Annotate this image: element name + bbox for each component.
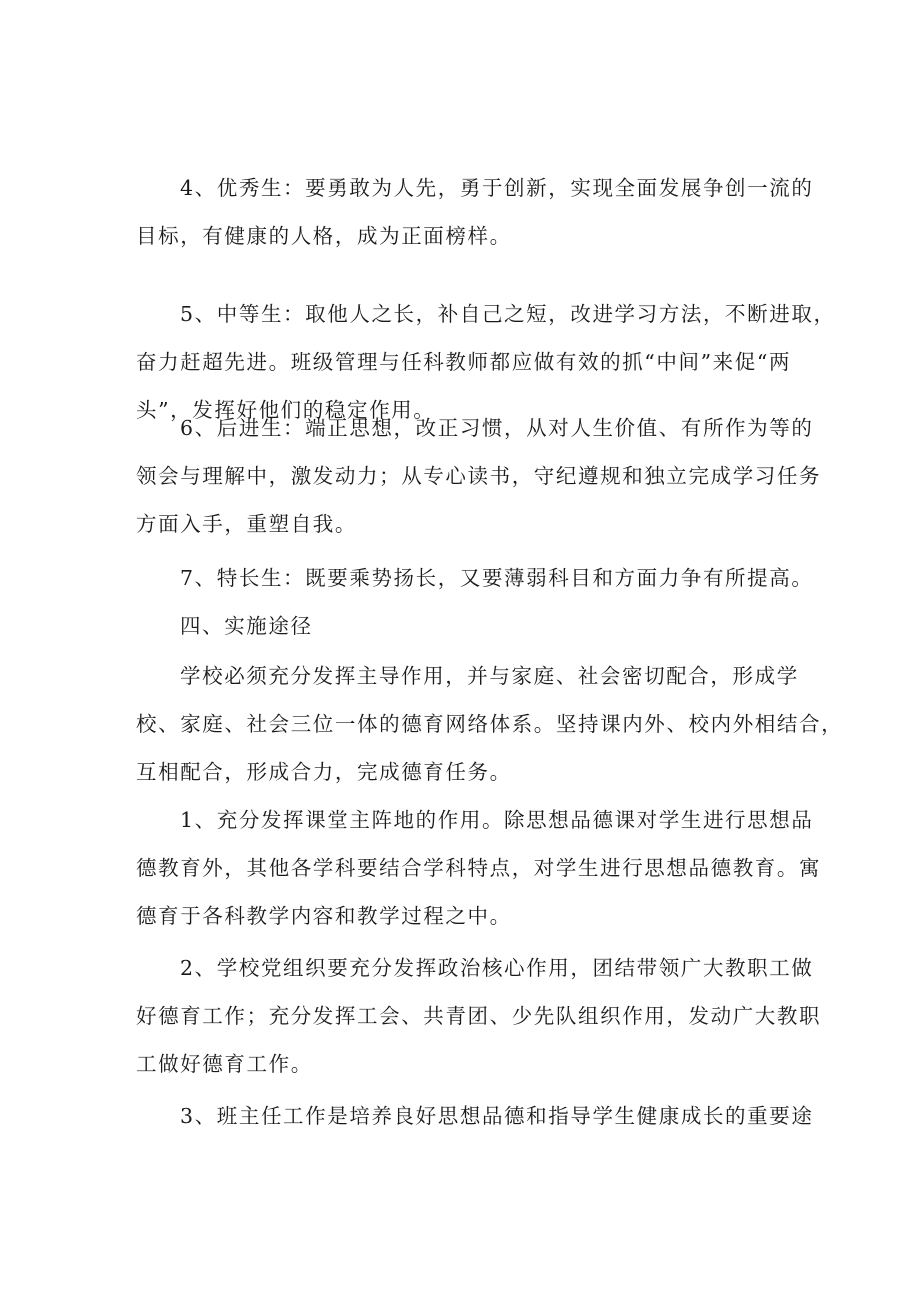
- paragraph-line: 1、充分发挥课堂主阵地的作用。除思想品德课对学生进行思想品: [180, 808, 814, 832]
- paragraph-line: 头”，发挥好他们的稳定作用。: [136, 398, 436, 422]
- paragraph-line: 校、家庭、社会三位一体的德育网络体系。坚持课内外、校内外相结合，: [136, 712, 844, 736]
- paragraph-head-teacher: [136, 1092, 814, 1140]
- paragraph-line: 4、优秀生：要勇敢为人先，勇于创新，实现全面发展争创一流的: [180, 176, 814, 200]
- paragraph-line: 工做好德育工作。: [136, 1052, 313, 1076]
- paragraph-line: 领会与理解中，激发动力；从专心读书，守纪遵规和独立完成学习任务: [136, 464, 822, 488]
- paragraph-line: 目标，有健康的人格，成为正面榜样。: [136, 224, 512, 248]
- paragraph-line: 方面入手，重塑自我。: [136, 512, 357, 536]
- paragraph-excellent-students: [136, 164, 814, 260]
- paragraph-underperforming-students: [136, 404, 822, 548]
- paragraph-party-organization: [136, 944, 822, 1088]
- paragraph-implementation-intro: [136, 652, 844, 796]
- paragraph-classroom-role: [136, 796, 822, 940]
- section-heading-text: 四、实施途径: [180, 614, 313, 638]
- paragraph-line: 6、后进生：端正思想，改正习惯，从对人生价值、有所作为等的: [180, 416, 814, 440]
- paragraph-line: 好德育工作；充分发挥工会、共青团、少先队组织作用，发动广大教职: [136, 1004, 822, 1028]
- paragraph-line: 7、特长生：既要乘势扬长，又要薄弱科目和方面力争有所提高。: [180, 566, 814, 590]
- paragraph-line: 3、班主任工作是培养良好思想品德和指导学生健康成长的重要途: [180, 1104, 814, 1128]
- paragraph-line: 学校必须充分发挥主导作用，并与家庭、社会密切配合，形成学: [180, 664, 799, 688]
- paragraph-line: 互相配合，形成合力，完成德育任务。: [136, 760, 512, 784]
- paragraph-talented-students: [136, 554, 814, 602]
- paragraph-line: 德育于各科教学内容和教学过程之中。: [136, 904, 512, 928]
- paragraph-line: 德教育外，其他各学科要结合学科特点，对学生进行思想品德教育。寓: [136, 856, 822, 880]
- paragraph-line: 奋力赶超先进。班级管理与任科教师都应做有效的抓“中间”来促“两: [136, 350, 792, 374]
- section-heading-implementation: [136, 602, 800, 650]
- paragraph-line: 5、中等生：取他人之长，补自己之短，改进学习方法，不断进取，: [180, 302, 836, 326]
- paragraph-line: 2、学校党组织要充分发挥政治核心作用，团结带领广大教职工做: [180, 956, 814, 980]
